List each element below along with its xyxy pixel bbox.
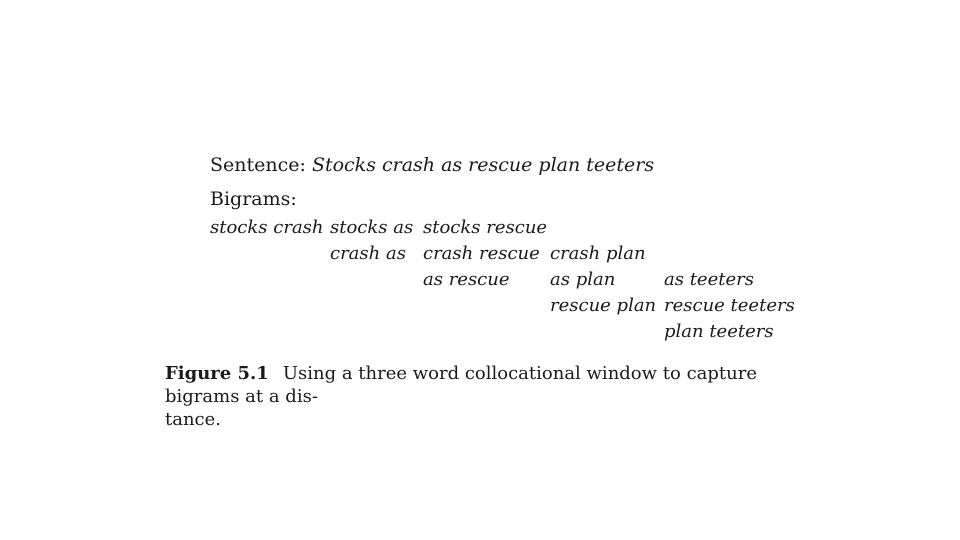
bigrams-label: Bigrams: [210,188,297,210]
bigram-item: stocks rescue [423,217,548,238]
sentence-line [210,154,654,176]
bigram-item: crash as [330,243,406,264]
bigram-column-3 [423,215,547,293]
sentence-label: Sentence: [210,154,306,176]
bigram-column-4 [550,241,656,319]
bigram-item: crash rescue [423,243,540,264]
bigram-item: as teeters [664,269,754,290]
bigram-item: stocks as [330,217,414,238]
bigram-item: stocks crash [210,217,324,238]
bigram-column-5 [664,267,795,345]
bigram-item: rescue teeters [664,295,795,316]
bigram-item: as plan [550,269,616,290]
caption-text-line1: Using a three word collocational window to capture bigrams at a dis- [165,363,757,407]
figure-caption [165,362,825,431]
bigram-item: rescue plan [550,295,657,316]
bigram-item: crash plan [550,243,646,264]
bigram-column-1 [210,215,324,241]
figure-number: Figure 5.1 [165,363,269,384]
bigram-item: as rescue [423,269,510,290]
bigram-column-2 [330,215,413,267]
sentence-text: Stocks crash as rescue plan teeters [311,154,655,176]
caption-text-line2: tance. [165,409,222,430]
bigram-item: plan teeters [664,321,774,342]
